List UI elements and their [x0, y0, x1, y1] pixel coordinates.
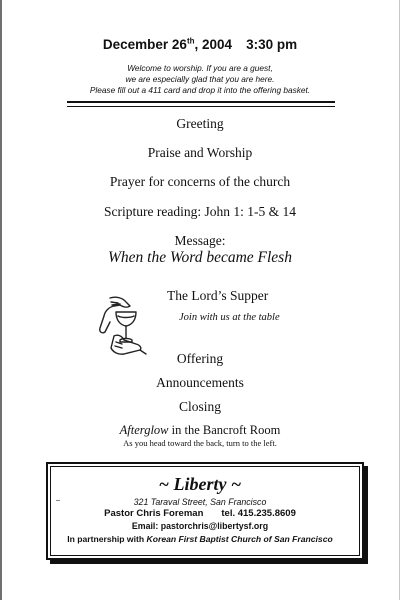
lords-supper-subtitle: Join with us at the table	[179, 312, 280, 323]
offering-item: Offering	[176, 351, 224, 366]
divider-thin	[67, 106, 335, 107]
partnership-prefix: In partnership with	[67, 534, 147, 544]
greeting-item: Greeting	[176, 116, 224, 131]
service-date: December 26th, 2004	[102, 36, 233, 52]
afterglow-location: in the Bancroft Room	[168, 423, 281, 437]
welcome-message	[0, 63, 400, 96]
closing-item: Closing	[178, 399, 221, 414]
welcome-line-3: Please fill out a 411 card and drop it into the offering basket.	[89, 85, 311, 95]
afterglow-label: Afterglow	[119, 423, 169, 437]
church-address: 321 Taraval Street, San Francisco	[133, 497, 267, 507]
church-name: ~ Liberty ~	[158, 474, 242, 494]
lords-supper-title: The Lord’s Supper	[167, 288, 269, 303]
partnership-line	[0, 534, 400, 544]
communion-chalice-icon	[96, 292, 154, 360]
message-title: When the Word became Flesh	[108, 249, 292, 266]
footer-box-shadow-bottom	[50, 560, 368, 564]
afterglow-directions: As you head toward the back, turn to the left.	[123, 438, 277, 448]
praise-item: Praise and Worship	[147, 145, 253, 160]
divider-thick	[67, 101, 335, 103]
announcements-item: Announcements	[156, 375, 244, 390]
pastor-contact-line	[0, 508, 400, 519]
pastor-name: Pastor Chris Foreman	[104, 508, 204, 519]
church-phone: tel. 415.235.8609	[221, 508, 296, 519]
church-email: Email: pastorchris@libertysf.org	[131, 521, 269, 531]
afterglow-item	[0, 423, 400, 438]
message-label: Message:	[174, 233, 226, 248]
scripture-item: Scripture reading: John 1: 1-5 & 14	[104, 204, 296, 219]
welcome-line-2: we are especially glad that you are here.	[125, 74, 275, 84]
welcome-line-1: Welcome to worship. If you are a guest,	[127, 63, 273, 73]
prayer-item: Prayer for concerns of the church	[109, 174, 291, 189]
service-time: 3:30 pm	[246, 36, 298, 52]
service-date-time	[0, 36, 400, 52]
partner-church-name: Korean First Baptist Church of San Francisco	[146, 534, 333, 544]
